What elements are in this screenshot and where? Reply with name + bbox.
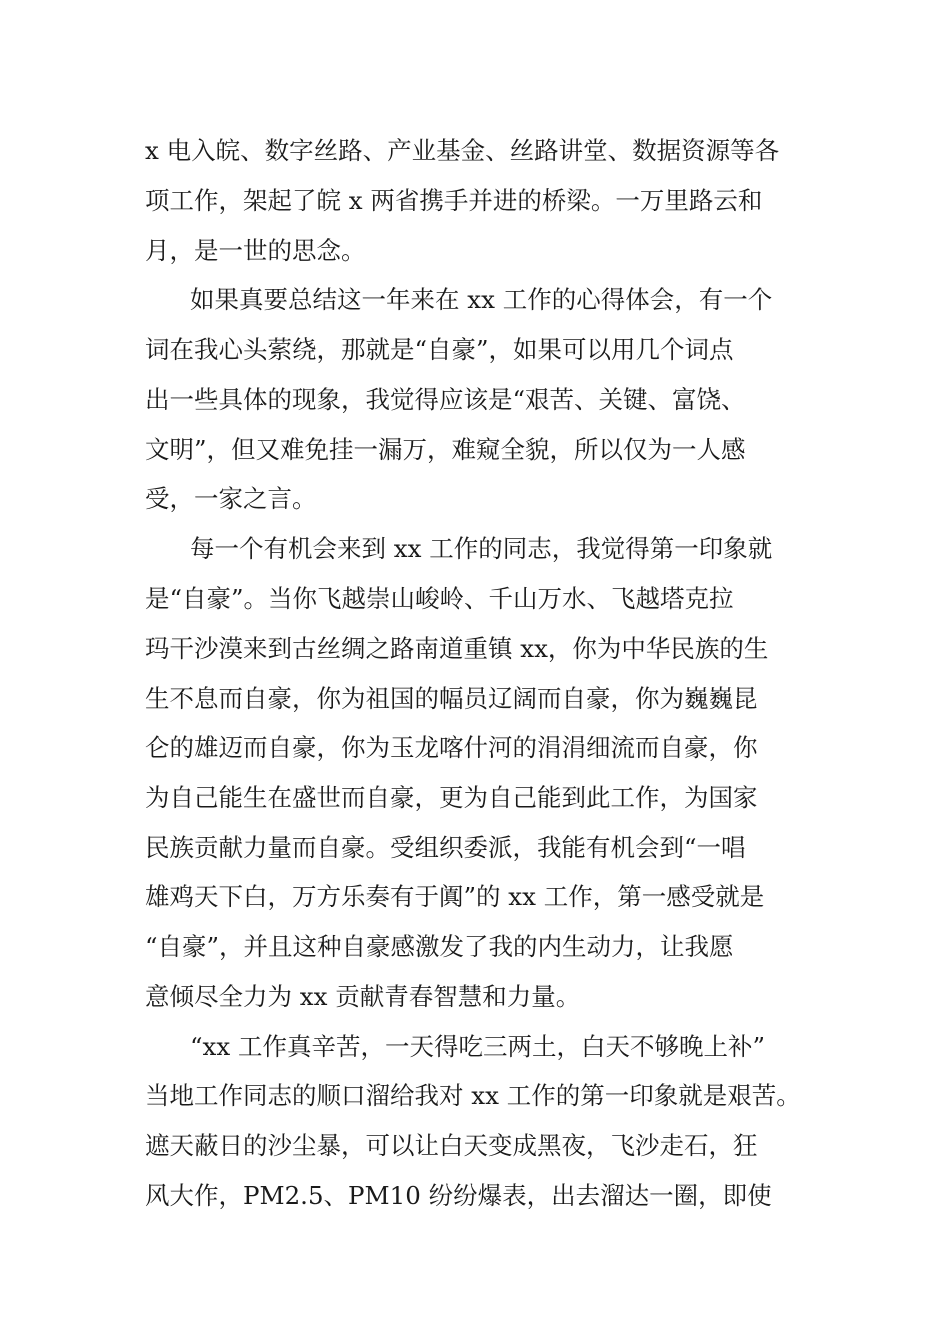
text-line: 生不息而自豪，你为祖国的幅员辽阔而自豪，你为巍巍昆 [145,684,758,713]
text-line: 为自己能生在盛世而自豪，更为自己能到此工作，为国家 [145,783,758,812]
text-line: 风大作，PM2.5、PM10 纷纷爆表，出去溜达一圈，即使 [145,1181,772,1210]
text-line: “自豪”，并且这种自豪感激发了我的内生动力，让我愿 [145,932,734,961]
text-line: 玛干沙漠来到古丝绸之路南道重镇 xx，你为中华民族的生 [145,634,769,663]
text-line: 项工作，架起了皖 x 两省携手并进的桥梁。一万里路云和 [145,186,763,215]
text-line: 受，一家之言。 [145,484,317,513]
text-line: 是“自豪”。当你飞越崇山峻岭、千山万水、飞越塔克拉 [145,584,734,613]
text-line: 当地工作同志的顺口溜给我对 xx 工作的第一印象就是艰苦。 [145,1081,801,1110]
text-line: 仑的雄迈而自豪，你为玉龙喀什河的涓涓细流而自豪，你 [145,733,758,762]
paragraph-first-line: 如果真要总结这一年来在 xx 工作的心得体会，有一个 [190,285,773,314]
text-line: 民族贡献力量而自豪。受组织委派，我能有机会到“一唱 [145,833,746,862]
text-line: 意倾尽全力为 xx 贡献青春智慧和力量。 [145,982,581,1011]
paragraph-first-line: “xx 工作真辛苦，一天得吃三两土，白天不够晚上补” [190,1032,765,1061]
text-line: 词在我心头萦绕，那就是“自豪”，如果可以用几个词点 [145,335,734,364]
text-line: 文明”，但又难免挂一漏万，难窥全貌，所以仅为一人感 [145,435,746,464]
text-line: 出一些具体的现象，我觉得应该是“艰苦、关键、富饶、 [145,385,746,414]
paragraph-first-line: 每一个有机会来到 xx 工作的同志，我觉得第一印象就 [190,534,773,563]
text-line: 遮天蔽日的沙尘暴，可以让白天变成黑夜，飞沙走石，狂 [145,1131,758,1160]
text-line: 雄鸡天下白，万方乐奏有于阗”的 xx 工作，第一感受就是 [145,882,765,911]
text-line: 月，是一世的思念。 [145,236,366,265]
text-line: x 电入皖、数字丝路、产业基金、丝路讲堂、数据资源等各 [145,136,780,165]
